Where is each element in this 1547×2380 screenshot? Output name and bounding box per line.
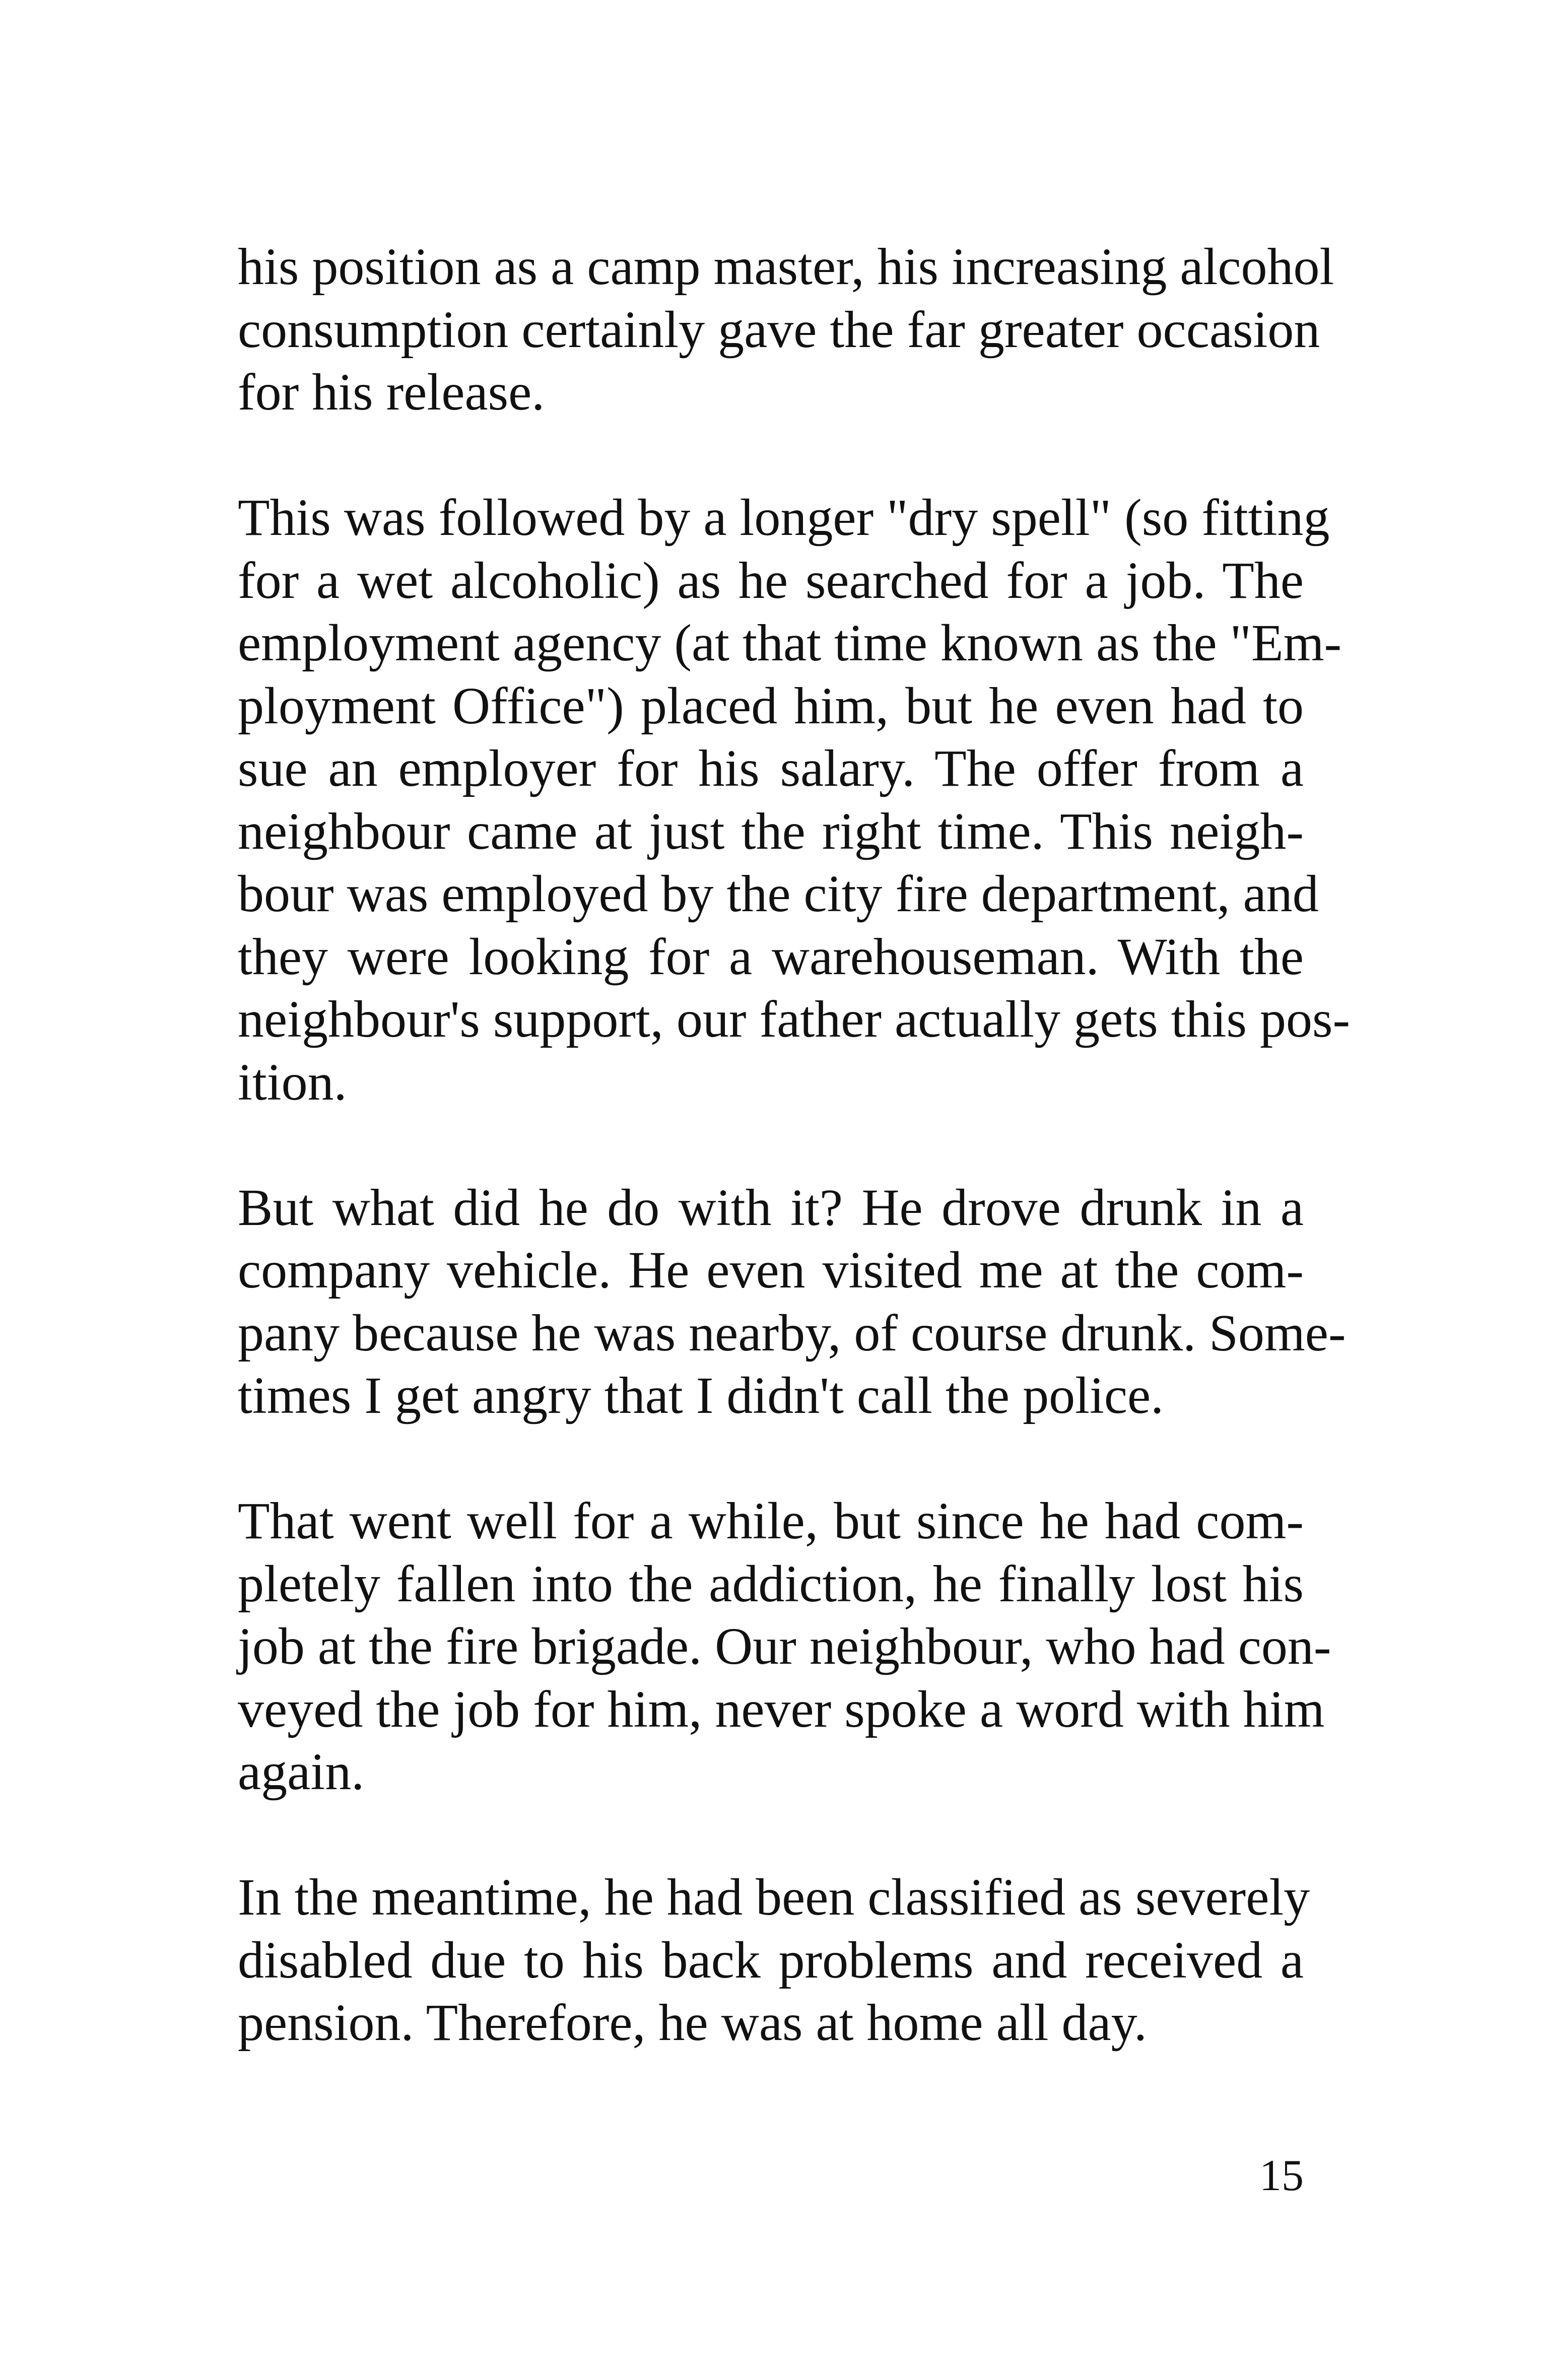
text-line: times I get angry that I didn't call the police. [238,1367,1164,1424]
text-line: employment agency (at that time known as the "Em- [238,614,1342,672]
text-line: In the meantime, he had been classified as severely [238,1868,1310,1926]
text-line: neighbour's support, our father actually gets this pos- [238,990,1351,1048]
text-line: sue an employer for his salary. The offer from a [238,739,1304,797]
text-line: they were looking for a warehouseman. With the [238,927,1304,986]
text-line: company vehicle. He even visited me at the com- [238,1241,1304,1299]
paragraph [238,487,1351,1114]
text-line: But what did he do with it? He drove drunk in a [238,1178,1304,1237]
text-line: for his release. [238,363,545,421]
paragraph [238,1177,1346,1427]
text-line: job at the fire brigade. Our neighbour, who had con- [238,1617,1331,1675]
body-text [238,236,1351,2055]
text-line: again. [238,1743,365,1801]
text-line: pension. Therefore, he was at home all day. [238,1994,1147,2052]
text-line: consumption certainly gave the far greater occasion [238,300,1320,359]
text-line: That went well for a while, but since he had com- [238,1492,1304,1550]
page-number: 15 [1259,2151,1304,2200]
paragraph [238,1490,1331,1804]
text-line: ition. [238,1053,347,1111]
text-line: veyed the job for him, never spoke a word with him [238,1680,1325,1738]
paragraph [238,1866,1310,2055]
text-line: pletely fallen into the addiction, he finally lost his [238,1554,1304,1613]
text-line: pany because he was nearby, of course drunk. Some- [238,1304,1346,1362]
text-line: for a wet alcoholic) as he searched for a job. The [238,551,1304,609]
text-line: This was followed by a longer "dry spell" (so fitting [238,489,1330,547]
text-line: disabled due to his back problems and received a [238,1931,1304,1989]
text-line: bour was employed by the city fire department, and [238,865,1319,923]
text-line: neighbour came at just the right time. This neigh- [238,802,1304,860]
text-line: his position as a camp master, his increasing alcohol [238,238,1334,296]
paragraph [238,236,1334,424]
text-line: ployment Office") placed him, but he even had to [238,676,1304,735]
